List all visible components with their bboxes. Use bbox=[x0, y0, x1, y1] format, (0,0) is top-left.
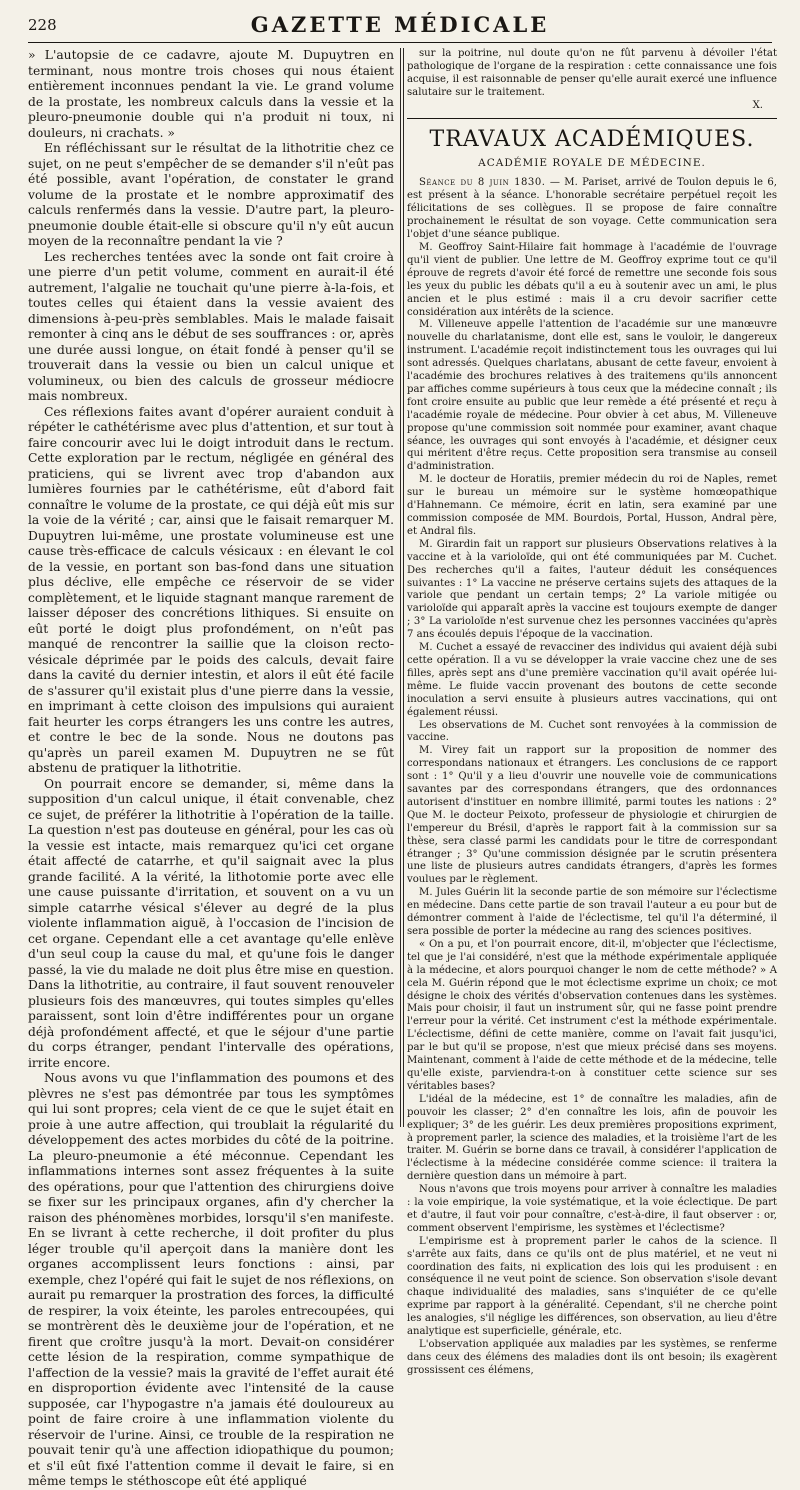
paragraph: Les recherches tentées avec la sonde ont fait croire à une pierre d'un petit volume, comment en aurait-il été autrement, l'algalie ne touchait qu'une pierre à-la-fois, et toutes celles qui étaient dans la vessie avaient des dimensions à-peu-près semblables. Mais le malade faisait remonter à cinq ans le début de ses souffrances : or, après une durée aussi longue, on était fondé à penser qu'il se trouverait dans la vessie ou bien un calcul unique et volumineux, ou bien des calculs de grosseur médiocre mais nombreux. bbox=[28, 249, 394, 403]
running-title: GAZETTE MÉDICALE bbox=[250, 12, 550, 37]
paragraph: Ces réflexions faites avant d'opérer auraient conduit à répéter le cathétérisme avec plus d'attention, et sur tout à faire concourir avec lui le doigt introduit dans le rectum. Cette exploration par le rectum, négligée en général des praticiens, qui se livrent avec trop d'abandon aux lumières fournies par le cathétérisme, eût d'abord fait connaître le volume de la prostate, ce qui déjà eût mis sur la voie de la vérité ; car, ainsi que le faisait remarquer M. Dupuytren lui-même, une prostate volumineuse est une cause très-efficace de calculs vésicaux : en élevant le col de la vessie, en portant son bas-fond dans une situation plus déclive, elle empêche ce réservoir de se vider complètement, et le liquide stagnant manque rarement de laisser déposer des concrétions lithiques. Si ensuite on eût porté le doigt plus profondément, on n'eût pas manqué de rencontrer la saillie que la cloison recto-vésicale déprimée par le poids des calculs, devait faire dans la cavité du dernier intestin, et alors il eût été facile de s'assurer qu'il existait plus d'une pierre dans la vessie, en imprimant à cette cloison des impulsions qui auraient fait heurter les corps étrangers les uns contre les autres, et contre le bec de la sonde. Nous ne doutons pas qu'après un pareil examen M. Dupuytren ne se fût abstenu de pratiquer la lithotritie. bbox=[28, 404, 394, 775]
left-column bbox=[28, 48, 394, 1488]
paragraph: M. Cuchet a essayé de revacciner des individus qui avaient déjà subi cette opération. Il a vu se développer la vraie vaccine chez une de ses filles, après sept ans d'une première vaccination qu'il avait opérée lui-même. Le fluide vaccin provenant des boutons de cette seconde inoculation a servi ensuite à plusieurs autres vaccinations, qui ont également réussi. bbox=[407, 642, 777, 718]
paragraph: Les observations de M. Cuchet sont renvoyées à la commission de vaccine. bbox=[407, 719, 777, 744]
paragraph: M. le docteur de Horatiis, premier médecin du roi de Naples, remet sur le bureau un mémoire sur le système homœopathique d'Hahnemann. Ce mémoire, écrit en latin, sera examiné par une commission composée de MM. Bourdois, Portal, Husson, Andral père, et Andral fils. bbox=[407, 474, 777, 537]
section-rule bbox=[407, 118, 777, 119]
paragraph: M. Villeneuve appelle l'attention de l'académie sur une manœuvre nouvelle du charlatanisme, dont elle est, sans le vouloir, le dangereux instrument. L'académie reçoit indistinctement tous les ouvrages qui lui sont adressés. Quelques charlatans, abusant de cette faveur, envoient à l'académie des brochures relatives à des traitemens qu'ils annoncent par affiches comme supérieurs à tous ceux que la médecine connaît ; ils font croire ensuite au public que leur remède a été présenté et reçu à l'académie royale de médecine. Pour obvier à cet abus, M. Villeneuve propose qu'une commission soit nommée pour examiner, avant chaque séance, les ouvrages qui sont envoyés à l'académie, et désigner ceux qui méritent d'être reçus. Cette proposition sera transmise au conseil d'administration. bbox=[407, 319, 777, 473]
continuation-paragraph: sur la poitrine, nul doute qu'on ne fût parvenu à dévoiler l'état pathologique de l'organe de la respiration : cette connaissance une fois acquise, il est raisonnable de penser qu'elle aurait exercé une influence salutaire sur le traitement. bbox=[407, 48, 777, 98]
paragraph: M. Geoffroy Saint-Hilaire fait hommage à l'académie de l'ouvrage qu'il vient de publier. Une lettre de M. Geoffroy exprime tout ce qu'il éprouve de regrets d'avoir été forcé de remettre une seconde fois sous les yeux du public les débats qu'il a eu à soutenir avec un ami, le plus ancien et le plus estimé : mais il a cru devoir sacrifier cette considération aux intérêts de la science. bbox=[407, 241, 777, 318]
paragraph: « On a pu, et l'on pourrait encore, dit-il, m'objecter que l'éclectisme, tel que je l'ai considéré, n'est que la méthode expérimentale appliquée à la médecine, et alors pourquoi changer le nom de cette méthode? » A cela M. Guérin répond que le mot éclectisme exprime un choix; ce mot désigne le choix des vérités d'observation contenues dans les systèmes. Mais pour choisir, il faut un instrument sûr, qui ne fasse point prendre l'erreur pour la vérité. Cet instrument c'est la méthode expérimentale. L'éclectisme, défini de cette manière, comme on l'avait fait jusqu'ici, par le but qu'il se propose, n'est que mieux précisé dans ses moyens. Maintenant, comment à l'aide de cette méthode et de la médecine, telle qu'elle existe, parviendra-t-on à constituer cette science sur ses véritables bases? bbox=[407, 938, 777, 1092]
paragraph: L'empirisme est à proprement parler le cahos de la science. Il s'arrête aux faits, dans ce qu'ils ont de plus matériel, et ne veut ni coordination des faits, ni explication des lois qui les produisent : en conséquence il ne veut point de science. Son observation s'isole devant chaque individualité des maladies, sans s'inquiéter de ce qu'elle exprime par rapport à la généralité. Cependant, s'il ne cherche point les analogies, s'il néglige les différences, son observation, au lieu d'être analytique est superficielle, générale, etc. bbox=[407, 1235, 777, 1338]
paragraph: Nous n'avons que trois moyens pour arriver à connaître les maladies : la voie empirique, la voie systématique, et la voie éclectique. De part et d'autre, il faut voir pour connaître, c'est-à-dire, il faut observer : or, comment observent l'empirisme, les systèmes et l'éclectisme? bbox=[407, 1184, 777, 1234]
paragraph: » L'autopsie de ce cadavre, ajoute M. Dupuytren en terminant, nous montre trois choses qui nous étaient entièrement inconnues pendant la vie. Le grand volume de la prostate, les nombreux calculs dans la vessie et la pleuro-pneumonie double qui n'a produit ni toux, ni douleurs, ni crachats. » bbox=[28, 48, 394, 140]
session-date: Séance du 8 juin 1830. bbox=[419, 177, 546, 189]
paragraph: L'idéal de la médecine, est 1° de connaître les maladies, afin de pouvoir les classer; 2° d'en connaître les lois, afin de pouvoir les expliquer; 3° de les guérir. Les deux premières propositions expriment, à proprement parler, la science des maladies, et la troisième l'art de les traiter. M. Guérin se borne dans ce travail, à considérer l'application de l'éclectisme à la médecine considérée comme science: il traitera la dernière question dans un mémoire à part. bbox=[407, 1093, 777, 1183]
paragraph: M. Virey fait un rapport sur la proposition de nommer des correspondans nationaux et étrangers. Les conclusions de ce rapport sont : 1° Qu'il y a lieu d'ouvrir une nouvelle voie de communications savantes par des correspondans étrangers, que des ordonnances autorisent d'instituer en nombre illimité, parmi toutes les nations : 2° Que M. le docteur Peixoto, professeur de physiologie et chirurgien de l'empereur du Brésil, d'après le rapport fait à la commission sur sa thèse, sera classé parmi les candidats pour le titre de correspondant étranger ; 3° Qu'une commission désignée par le scrutin présentera une liste de plusieurs autres candidats étrangers, d'après les formes voulues par le règlement. bbox=[407, 745, 777, 886]
page-header bbox=[28, 10, 772, 40]
section-subtitle: ACADÉMIE ROYALE DE MÉDECINE. bbox=[478, 156, 706, 169]
author-signature: X. bbox=[752, 99, 763, 111]
right-column bbox=[407, 48, 777, 1376]
paragraph: M. Jules Guérin lit la seconde partie de son mémoire sur l'éclectisme en médecine. Dans cette partie de son travail l'auteur a eu pour but de démontrer comment à l'aide de l'éclectisme, tel qu'il l'a déterminé, il sera possible de porter la médecine au rang des sciences positives. bbox=[407, 887, 777, 937]
paragraph: En réfléchissant sur le résultat de la lithotritie chez ce sujet, on ne peut s'empêcher de se demander s'il n'eût pas été possible, avant l'opération, de constater le grand volume de la prostate et le nombre approximatif des calculs renfermés dans la vessie. D'autre part, la pleuro-pneumonie double était-elle si obscure qu'il n'y eût aucun moyen de la reconnaître pendant la vie ? bbox=[28, 141, 394, 248]
paragraph: M. Girardin fait un rapport sur plusieurs Observations relatives à la vaccine et à la varioloïde, qui ont été communiquées par M. Cuchet. Des recherches qu'il a faites, l'auteur déduit les conséquences suivantes : 1° La vaccine ne préserve certains sujets des attaques de la variole que pendant un certain temps; 2° La variole mitigée ou varioloïde qui apparaît après la vaccine est toujours exempte de danger ; 3° La varioloïde n'est survenue chez les personnes vaccinées qu'après 7 ans écoulés depuis l'époque de la vaccination. bbox=[407, 538, 777, 641]
paragraph: — M. Pariset, arrivé de Toulon depuis le 6, est présent à la séance. L'honorable secrétaire perpétuel reçoit les félicitations de ses collègues. Il se propose de faire connaître prochainement le résultat de son voyage. Cette communication sera l'objet d'une séance publique. bbox=[407, 177, 777, 241]
section-title: TRAVAUX ACADÉMIQUES. bbox=[429, 126, 755, 152]
paragraph: L'observation appliquée aux maladies par les systèmes, se renferme dans ceux des élémens des maladies dont ils ont besoin; ils exagèrent grossissent ces élémens, bbox=[407, 1339, 777, 1376]
paragraph: On pourrait encore se demander, si, même dans la supposition d'un calcul unique, il était convenable, chez ce sujet, de préférer la lithotritie à l'opération de la taille. La question n'est pas douteuse en général, pour les cas où la vessie est intacte, mais remarquez qu'ici cet organe était affecté de catarrhe, et qu'il saignait avec la plus grande facilité. A la vérité, la lithotomie porte avec elle une cause puissante d'irritation, et souvent on a vu un simple catarrhe vésical s'élever au degré de la plus violente inflammation aiguë, à l'occasion de l'incision de cet organe. Cependant elle a cet avantage qu'elle enlève d'un seul coup la cause du mal, et qu'une fois le danger passé, la vie du malade ne doit plus être mise en question. Dans la lithotritie, au contraire, il faut souvent renouveler plusieurs fois des manœuvres, qui toutes simples qu'elles paraissent, sont loin d'être indifférentes pour un organe déjà profondément affecté, et que le séjour d'une partie du corps étranger, pendant l'intervalle des opérations, irrite encore. bbox=[28, 776, 394, 1070]
page-number: 228 bbox=[28, 16, 57, 34]
paragraph: Nous avons vu que l'inflammation des poumons et des plèvres ne s'est pas démontrée par tous les symptômes qui lui sont propres; cela vient de ce que le sujet était en proie à une autre affection, qui troublait la régularité du développement des actes morbides du côté de la poitrine. La pleuro-pneumonie a été méconnue. Cependant les inflammations internes sont assez fréquentes à la suite des opérations, pour que l'attention des chirurgiens doive se fixer sur les principaux organes, afin d'y chercher la raison des phénomènes morbides, lorsqu'il s'en manifeste. En se livrant à cette recherche, il doit profiter du plus léger trouble qu'il aperçoit dans la manière dont les organes accomplissent leurs fonctions : ainsi, par exemple, chez l'opéré qui fait le sujet de nos réflexions, on aurait pu remarquer la prostration des forces, la difficulté de respirer, la voix éteinte, les paroles entrecoupées, qui se montrèrent dès le deuxième jour de l'opération, et ne firent que croître jusqu'à la mort. Devait-on considérer cette lésion de la respiration, comme sympathique de l'affection de la vessie? mais la gravité de l'effet aurait été en disproportion évidente avec l'intensité de la cause supposée, car l'hypogastre n'a jamais été douloureux au point de faire croire à une inflammation violente du réservoir de l'urine. Ainsi, ce trouble de la respiration ne pouvait tenir qu'à une affection idiopathique du poumon; et s'il eût fixé l'attention comme il devait le faire, si en même temps le stéthoscope eût été appliqué bbox=[28, 1071, 394, 1488]
column-divider bbox=[400, 48, 401, 1127]
header-rule bbox=[28, 42, 772, 43]
column-divider bbox=[403, 48, 404, 1127]
